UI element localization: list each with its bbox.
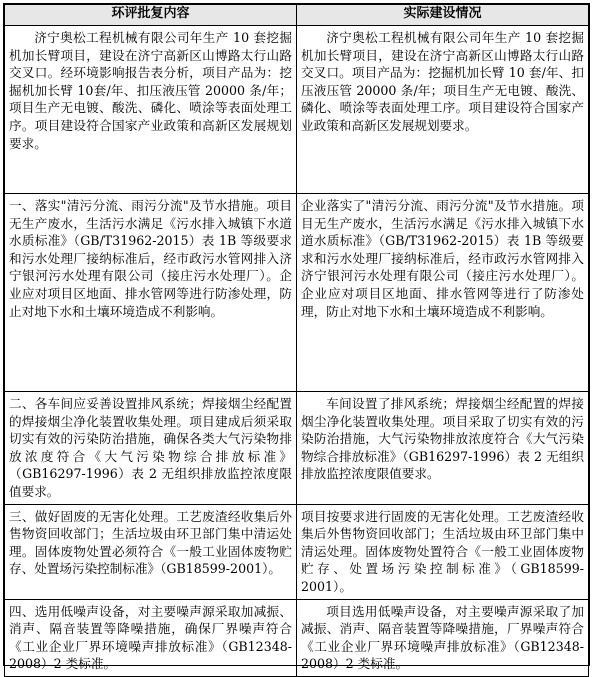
table-row: [5, 26, 589, 194]
header-approval-content: 环评批复内容: [5, 5, 297, 26]
comparison-document: [3, 3, 590, 672]
comparison-table: [4, 4, 589, 677]
cell-approval: 一、落实"清污分流、雨污分流"及节水措施。项目无生产废水，生活污水满足《污水排入城镇下水道水质标准》（GB/T31962-2015）表 1B 等级要求和污水处理厂接纳标准后，经市政污水管网排入济宁银河污水处理有限公司（接庄污水处理厂）。企业应对项目区地面、排水管网等进行防渗处理，防止对地下水和土壤环境造成不利影响。: [5, 194, 297, 392]
header-actual-construction: 实际建设情况: [297, 5, 589, 26]
table-row: [5, 392, 589, 505]
cell-actual: 企业落实了"清污分流、雨污分流"及节水措施。项目无生产废水，生活污水满足《污水排入城镇下水道水质标准》（GB/T31962-2015）表 1B 等级要求和污水处理厂接纳标准后，经市政污水管网排入济宁银河污水处理有限公司（接庄污水处理厂）。企业应对项目区地面、排水管网等进行了防渗处理，防止对地下水和土壤环境造成不利影响。: [297, 194, 589, 392]
cell-actual: 济宁奥松工程机械有限公司年生产 10 套挖掘机加长臂项目，建设在济宁高新区山博路太行山路交叉口。项目产品为：挖掘机加长臂 10 套/年、扣压液压管 20000 条/年；项目生产无电镀、酸洗、磷化、喷涂等表面处理工序。项目建设符合国家产业政策和高新区发展规划要求。: [297, 26, 589, 194]
cell-actual: 车间设置了排风系统；焊接烟尘经配置的焊接烟尘净化装置收集处理。项目采取了切实有效的污染防治措施，大气污染物排放浓度符合《大气污染物综合排放标准》（GB16297-1996）表 2 无组织排放监控浓度限值要求。: [297, 392, 589, 505]
table-row: [5, 194, 589, 392]
table-header-row: [5, 5, 589, 26]
table-row: [5, 504, 589, 599]
cell-actual: 项目选用低噪声设备，对主要噪声源采取了加减振、消声、隔音装置等降噪措施，厂界噪声符合《工业企业厂界环境噪声排放标准》（GB12348-2008）2 类标准。: [297, 599, 589, 676]
cell-approval: 二、各车间应妥善设置排风系统；焊接烟尘经配置的焊接烟尘净化装置收集处理。项目建成后须采取切实有效的污染防治措施，确保各类大气污染物排放浓度符合《大气污染物综合排放标准》（GB16297-1996）表 2 无组织排放监控浓度限值要求。: [5, 392, 297, 505]
cell-actual: 项目按要求进行固废的无害化处理。工艺废渣经收集后外售物资回收部门；生活垃圾由环卫部门集中清运处理。固体废物处置符合《一般工业固体废物贮存、处置场污染控制标准》（GB18599-2001）。: [297, 504, 589, 599]
cell-approval: 三、做好固废的无害化处理。工艺废渣经收集后外售物资回收部门；生活垃圾由环卫部门集中清运处理。固体废物处置必须符合《一般工业固体废物贮存、处置场污染控制标准》（GB18599-2001）。: [5, 504, 297, 599]
cell-approval: 济宁奥松工程机械有限公司年生产 10 套挖掘机加长臂项目，建设在济宁高新区山博路太行山路交叉口。经环境影响报告表分析，项目产品为：挖掘机加长臂 10套/年、扣压液压管 20000 条/年；项目生产无电镀、酸洗、磷化、喷涂等表面处理工序。项目建设符合国家产业政策和高新区发展规划要求。: [5, 26, 297, 194]
cell-approval: 四、选用低噪声设备，对主要噪声源采取加减振、消声、隔音装置等降噪措施，确保厂界噪声符合《工业企业厂界环境噪声排放标准》（GB12348-2008）2 类标准。: [5, 599, 297, 676]
table-row: [5, 599, 589, 676]
